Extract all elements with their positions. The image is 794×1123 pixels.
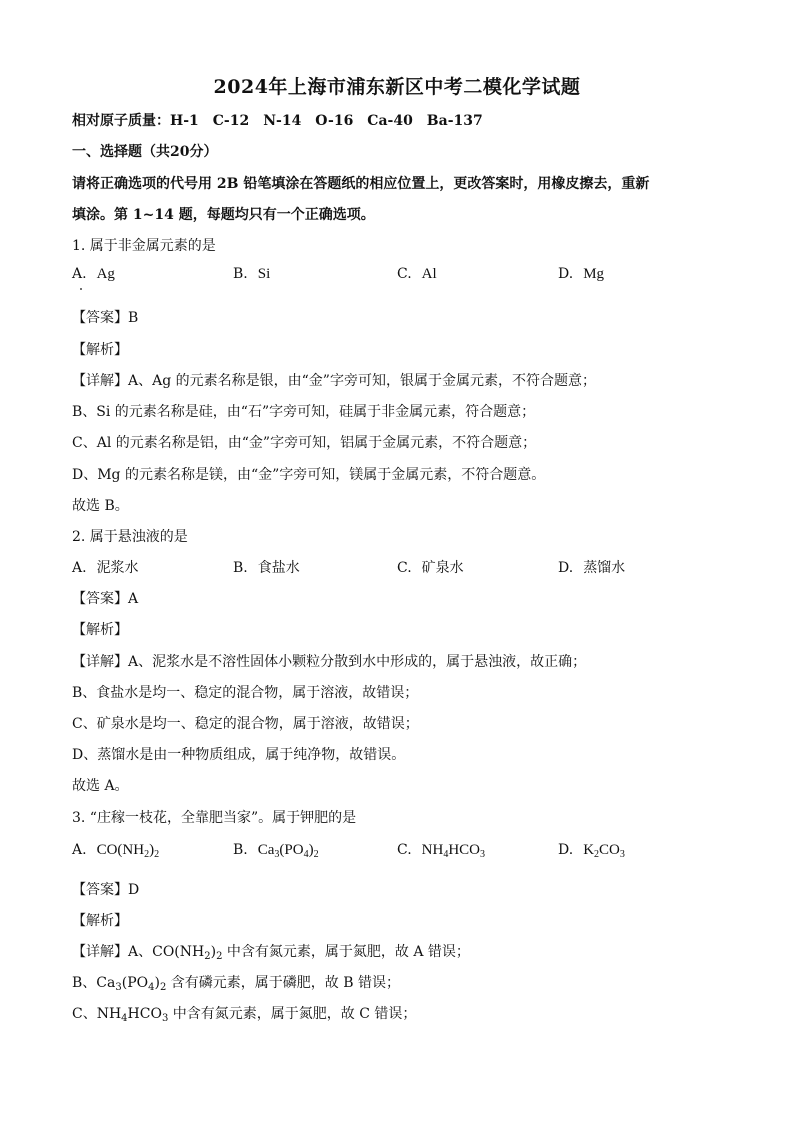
- q1-analysis-label: 【解析】: [72, 342, 128, 358]
- option-letter: A.: [72, 842, 87, 858]
- option-formula: $K_2CO_3$: [583, 842, 625, 860]
- detail-text: B、$Ca_3(PO_4)_2$ 含有磷元素，属于磷肥，故 B 错误；: [72, 975, 400, 993]
- option-letter: B.: [233, 560, 248, 576]
- option-text: Si: [257, 266, 271, 282]
- q3-option-d: [558, 842, 625, 859]
- answer-label: 【答案】: [72, 310, 128, 326]
- q3-detail-line-3: [72, 1003, 416, 1023]
- section-heading: 一、选择题（共20分）: [72, 144, 218, 160]
- detail-label: 【详解】: [72, 373, 128, 389]
- option-letter: B.: [233, 266, 248, 282]
- answer-value: D: [128, 882, 140, 898]
- q1-detail-line-2: B、Si 的元素名称是硅，由“石”字旁可知，硅属于非金属元素，符合题意；: [72, 404, 536, 420]
- q2-option-d: [558, 557, 625, 577]
- option-letter: D.: [558, 842, 574, 858]
- q3-option-c: [397, 842, 485, 859]
- option-text: Ag: [96, 266, 115, 282]
- q3-option-b: [233, 842, 319, 859]
- question-1-stem: 1. 属于非金属元素的是: [72, 238, 216, 254]
- q2-detail-line-1: [72, 651, 586, 671]
- atomic-mass-line: 相对原子质量：H-1 C-12 N-14 O-16 Ca-40 Ba-137: [72, 113, 483, 129]
- option-text: 泥浆水: [96, 560, 139, 576]
- q3-analysis-label: 【解析】: [72, 913, 128, 929]
- q1-answer: [72, 307, 138, 327]
- q1-option-a: [72, 266, 115, 283]
- option-letter: D.: [558, 266, 574, 282]
- answer-label: 【答案】: [72, 591, 128, 607]
- question-2-stem: 2. 属于悬浊液的是: [72, 529, 188, 545]
- q3-detail-line-1: [72, 941, 470, 961]
- q2-detail-line-4: D、蒸馏水是由一种物质组成，属于纯净物，故错误。: [72, 747, 406, 763]
- option-formula: $NH_4HCO_3$: [421, 842, 486, 860]
- q1-detail-line-4: D、Mg 的元素名称是镁，由“金”字旁可知，镁属于金属元素，不符合题意。: [72, 467, 546, 483]
- detail-text: C、$NH_4HCO_3$ 中含有氮元素，属于氮肥，故 C 错误；: [72, 1006, 417, 1024]
- detail-label: 【详解】: [72, 654, 128, 670]
- q1-conclusion: 故选 B。: [72, 498, 129, 514]
- option-text: Mg: [583, 266, 605, 282]
- q1-detail-line-3: C、Al 的元素名称是铝，由“金”字旁可知，铝属于金属元素，不符合题意；: [72, 435, 537, 451]
- detail-label: 【详解】: [72, 944, 128, 960]
- option-letter: C.: [397, 560, 412, 576]
- q2-conclusion: 故选 A。: [72, 778, 129, 794]
- detail-text: A、$CO(NH_2)_2$ 中含有氮元素，属于氮肥，故 A 错误；: [128, 944, 470, 962]
- q2-option-a: [72, 557, 139, 577]
- answer-label: 【答案】: [72, 882, 128, 898]
- answer-value: B: [128, 310, 139, 326]
- q3-answer: [72, 879, 139, 899]
- instructions-line-1: 请将正确选项的代号用 2B 铅笔填涂在答题纸的相应位置上，更改答案时，用橡皮擦去，重新: [72, 176, 650, 192]
- option-text: 蒸馏水: [583, 560, 626, 576]
- option-letter: B.: [233, 842, 248, 858]
- q2-analysis-label: 【解析】: [72, 622, 128, 638]
- detail-text: A、泥浆水是不溶性固体小颗粒分散到水中形成的，属于悬浊液，故正确；: [128, 654, 587, 670]
- q2-detail-line-3: C、矿泉水是均一、稳定的混合物，属于溶液，故错误；: [72, 716, 419, 732]
- option-letter: C.: [397, 842, 412, 858]
- answer-value: A: [128, 591, 139, 607]
- q1-option-d: [558, 266, 604, 283]
- instructions-line-2: 填涂。第 1~14 题，每题均只有一个正确选项。: [72, 207, 375, 223]
- q2-detail-line-2: B、食盐水是均一、稳定的混合物，属于溶液，故错误；: [72, 685, 419, 701]
- option-letter: A.: [72, 560, 87, 576]
- q3-option-a: [72, 842, 159, 859]
- option-formula: $CO(NH_2)_2$: [96, 842, 160, 860]
- option-letter: C.: [397, 266, 412, 282]
- q3-detail-line-2: [72, 972, 400, 992]
- option-letter: A.: [72, 266, 87, 282]
- option-letter: D.: [558, 560, 574, 576]
- q1-option-b: [233, 266, 270, 283]
- q2-option-c: [397, 557, 464, 577]
- page-title: 2024年上海市浦东新区中考二模化学试题: [213, 76, 581, 98]
- stray-dot: [80, 288, 82, 290]
- q2-answer: [72, 588, 138, 608]
- option-text: 矿泉水: [421, 560, 464, 576]
- question-3-stem: 3. “庄稼一枝花，全靠肥当家”。属于钾肥的是: [72, 810, 357, 826]
- option-formula: $Ca_3(PO_4)_2$: [257, 842, 319, 860]
- detail-text: A、Ag 的元素名称是银，由“金”字旁可知，银属于金属元素，不符合题意；: [128, 373, 596, 389]
- option-text: Al: [421, 266, 437, 282]
- q2-option-b: [233, 557, 300, 577]
- q1-option-c: [397, 266, 437, 283]
- option-text: 食盐水: [257, 560, 300, 576]
- q1-detail-line-1: [72, 370, 596, 390]
